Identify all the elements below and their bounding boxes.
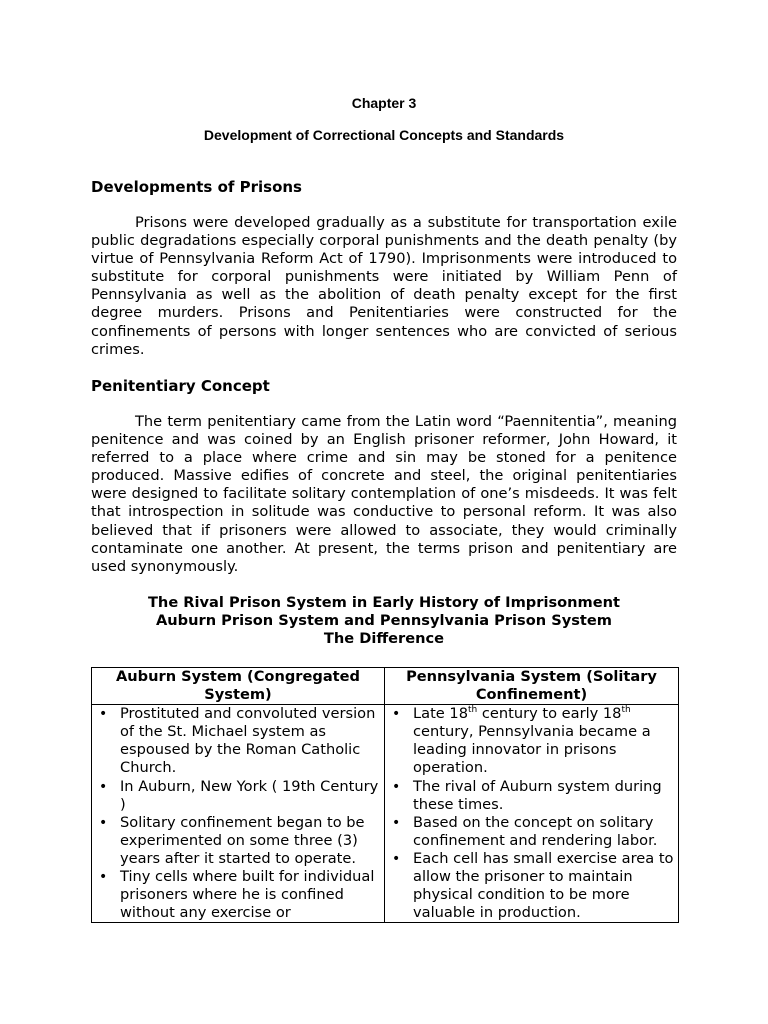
item-text-part: Late 18 — [413, 705, 468, 723]
list-item — [96, 814, 380, 868]
auburn-cell — [92, 705, 385, 923]
table-header-row — [92, 668, 679, 705]
bullet-icon: • — [99, 706, 108, 723]
comparison-table — [91, 667, 679, 923]
item-text-part: century to early 18 — [477, 705, 622, 723]
comparison-title-line2: Auburn Prison System and Pennsylvania Prison System — [155, 612, 613, 629]
bullet-icon: • — [99, 869, 108, 886]
chapter-label: Chapter 3 — [351, 95, 417, 111]
bullet-icon: • — [392, 706, 401, 723]
pennsylvania-item-text: The rival of Auburn system during these times. — [413, 777, 662, 813]
section-heading-penitentiary: Penitentiary Concept — [91, 377, 270, 395]
bullet-icon: • — [392, 814, 401, 831]
list-item — [389, 778, 674, 814]
pennsylvania-header: Pennsylvania System (Solitary Confinement) — [385, 668, 679, 705]
section-heading-developments: Developments of Prisons — [91, 178, 302, 196]
list-item — [389, 850, 674, 922]
pennsylvania-item-text: Based on the concept on solitary confinement and rendering labor. — [413, 813, 658, 849]
bullet-icon: • — [392, 778, 401, 795]
auburn-list — [92, 705, 384, 922]
auburn-item-text: Prostituted and convoluted version of the St. Michael system as espoused by the Roman Catholic Church. — [120, 705, 376, 777]
pennsylvania-item-text: Each cell has small exercise area to allow the prisoner to maintain physical condition to be more valuable in production. — [413, 849, 674, 922]
bullet-icon: • — [99, 778, 108, 795]
pennsylvania-cell — [385, 705, 679, 923]
table-row — [92, 705, 679, 923]
pennsylvania-list — [385, 705, 678, 922]
auburn-item-text: In Auburn, New York ( 19th Century ) — [120, 777, 379, 813]
pennsylvania-item-text — [413, 705, 651, 776]
list-item — [96, 705, 380, 777]
list-item — [96, 778, 380, 814]
bullet-icon: • — [99, 814, 108, 831]
auburn-item-text: Tiny cells where built for individual prisoners where he is confined without any exercise or — [120, 868, 375, 922]
item-text-part: century, Pennsylvania became a leading innovator in prisons operation. — [413, 723, 651, 777]
comparison-title-line1: The Rival Prison System in Early History of Imprisonment — [147, 594, 621, 611]
paragraph-penitentiary: The term penitentiary came from the Latin word “Paennitentia”, meaning penitence and was coined by an English prisoner reformer, John Howard, it referred to a place where crime and sin may be stoned for a penitence produced. Massive edifies of concrete and steel, the original penitentiaries were designed to facilitate solitary contemplation of one’s misdeeds. It was felt that introspection in solitude was conductive to personal reform. It was also believed that if prisoners were allowed to associate, they would criminally contaminate one another. At present, the terms prison and penitentiary are used synonymously. — [91, 413, 677, 575]
auburn-header: Auburn System (Congregated System) — [92, 668, 385, 705]
comparison-title-line3: The Difference — [323, 630, 445, 647]
ordinal-suffix: th — [467, 705, 478, 716]
paragraph-developments: Prisons were developed gradually as a substitute for transportation exile public degradations especially corporal punishments and the death penalty (by virtue of Pennsylvania Reform Act of 1790). Imprisonments were introduced to substitute for corporal punishments were initiated by William Penn of Pennsylvania as well as the abolition of death penalty except for the first degree murders. Prisons and Penitentiaries were constructed for the confinements of persons with longer sentences who are convicted of serious crimes. — [91, 214, 677, 358]
page-title: Development of Correctional Concepts and Standards — [203, 127, 565, 143]
list-item — [96, 868, 380, 922]
list-item — [389, 814, 674, 850]
bullet-icon: • — [392, 850, 401, 867]
ordinal-suffix: th — [621, 705, 631, 716]
list-item — [389, 705, 674, 777]
auburn-item-text: Solitary confinement began to be experimented on some three (3) years after it started to operate. — [120, 813, 365, 867]
